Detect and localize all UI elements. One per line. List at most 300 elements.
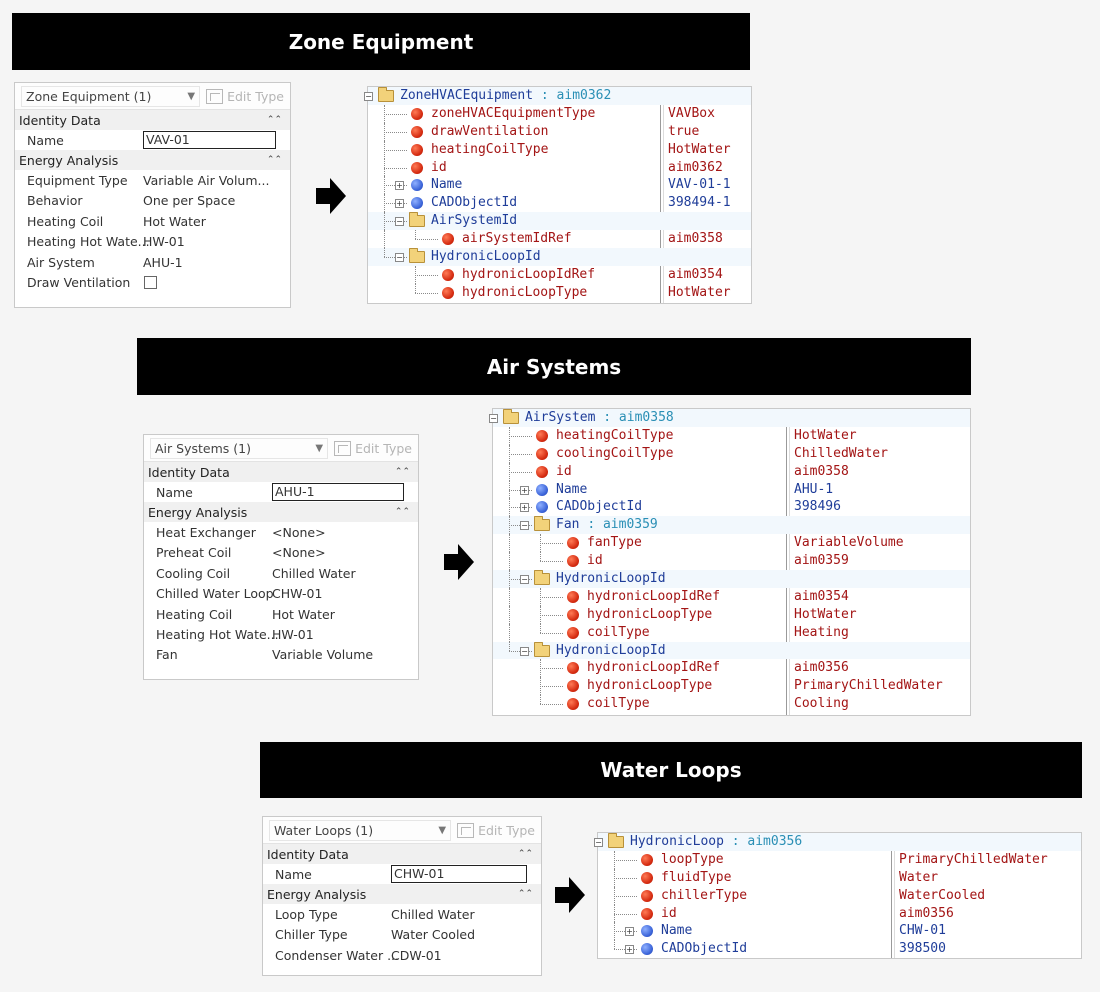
banner-air-systems: Air Systems (137, 338, 971, 395)
tree-guide (540, 561, 563, 562)
tree-row[interactable] (493, 677, 970, 695)
type-selector[interactable] (269, 820, 451, 841)
tree-row[interactable] (598, 922, 1081, 940)
edit-type-label: Edit Type (227, 88, 284, 104)
tree-row[interactable] (493, 463, 970, 481)
property-label: Name (156, 484, 193, 500)
property-value[interactable]: Hot Water (272, 606, 335, 622)
draw-ventilation-checkbox[interactable] (144, 276, 157, 289)
property-row[interactable] (263, 904, 541, 924)
tree-node-name[interactable] (587, 678, 712, 693)
name-input[interactable]: CHW-01 (391, 865, 527, 883)
properties-header (144, 435, 418, 462)
tree-node-value[interactable]: aim0362 (668, 159, 723, 175)
name-input[interactable]: VAV-01 (143, 131, 276, 149)
tree-row[interactable] (365, 87, 751, 105)
tree-row[interactable] (598, 905, 1081, 923)
folder-icon (534, 573, 550, 585)
attribute-icon (411, 162, 423, 174)
tree-row[interactable] (493, 695, 970, 713)
tree-guide (540, 624, 541, 633)
property-row[interactable] (263, 925, 541, 945)
tree-row[interactable] (598, 851, 1081, 869)
node-name-text: ZoneHVACEquipment (400, 88, 534, 103)
tree-row[interactable] (368, 141, 751, 159)
tree-node-name[interactable] (587, 607, 712, 622)
collapse-icon[interactable]: − (490, 414, 497, 423)
tree-guide (509, 454, 532, 455)
category-identity-data[interactable] (15, 110, 290, 130)
folder-icon (534, 645, 550, 657)
tree-node-value[interactable]: 398496 (794, 499, 841, 515)
property-value[interactable]: <None> (272, 525, 326, 541)
tree-node-value[interactable]: aim0356 (899, 905, 954, 921)
attribute-icon (641, 854, 653, 866)
tree-node-name[interactable] (556, 571, 666, 586)
category-label: Energy Analysis (148, 504, 248, 520)
attribute-icon (567, 680, 579, 692)
node-name-text: coilType (587, 624, 650, 640)
category-label: Identity Data (19, 112, 101, 128)
edit-type-button[interactable] (457, 823, 535, 838)
tree-node-name[interactable] (462, 267, 595, 282)
tree-guide (540, 695, 541, 704)
collapse-icon[interactable]: − (396, 253, 403, 263)
tree-row[interactable] (493, 498, 970, 516)
tree-node-name[interactable] (661, 888, 747, 903)
tree-guide (415, 284, 416, 293)
property-label: Condenser Water ... (275, 947, 400, 963)
tree-row[interactable] (368, 284, 751, 302)
properties-panel-air-systems (143, 434, 419, 680)
tree-guide (509, 606, 510, 624)
property-label: Heating Coil (27, 213, 104, 229)
type-selector[interactable] (150, 438, 328, 459)
tree-node-name[interactable] (431, 177, 462, 192)
property-row[interactable] (144, 522, 418, 542)
category-energy-analysis[interactable] (15, 150, 290, 170)
tree-node-name[interactable] (661, 870, 731, 885)
tree-node-name[interactable] (661, 852, 724, 867)
tree-node-name[interactable] (556, 428, 673, 443)
tree-node-value[interactable]: Cooling (794, 696, 849, 712)
collapse-icon[interactable]: − (365, 92, 372, 101)
attribute-icon (411, 108, 423, 120)
type-selector-label: Water Loops (1) (274, 822, 374, 838)
property-row-name (144, 482, 418, 502)
property-label: Fan (156, 647, 178, 663)
collapse-icon[interactable]: − (521, 521, 528, 531)
folder-icon (378, 90, 394, 102)
tree-node-name[interactable] (587, 696, 650, 711)
banner-zone-equipment: Zone Equipment (12, 13, 750, 70)
element-icon (641, 943, 653, 955)
tree-row[interactable] (368, 159, 751, 177)
category-label: Identity Data (267, 846, 349, 862)
property-row-name (263, 864, 541, 884)
tree-row[interactable] (598, 869, 1081, 887)
arrow-right-icon (555, 877, 585, 913)
tree-node-name[interactable] (431, 124, 548, 139)
tree-row[interactable] (493, 659, 970, 677)
node-name-text: AirSystemId (431, 213, 518, 229)
attribute-icon (567, 555, 579, 567)
tree-node-value[interactable]: AHU-1 (794, 481, 834, 497)
xml-tree-air-systems (492, 408, 971, 716)
node-name-text: hydronicLoopType (587, 606, 713, 622)
collapse-icon[interactable]: − (396, 217, 403, 227)
tree-guide (614, 940, 615, 949)
tree-node-value[interactable]: PrimaryChilledWater (899, 851, 1048, 867)
tree-node-name[interactable] (400, 88, 611, 103)
tree-row[interactable] (493, 624, 970, 642)
tree-node-value[interactable]: aim0356 (794, 660, 849, 676)
node-name-text: hydronicLoopIdRef (587, 588, 721, 604)
tree-row[interactable] (493, 516, 970, 534)
collapse-icon[interactable]: ⌃⌃ (266, 115, 282, 125)
folder-icon (503, 412, 519, 424)
tree-node-name[interactable] (587, 625, 650, 640)
tree-node-value[interactable]: Water (899, 869, 939, 885)
edit-type-label: Edit Type (478, 822, 535, 838)
expand-icon[interactable]: + (396, 181, 403, 191)
properties-header (15, 83, 290, 110)
category-energy-analysis[interactable] (144, 502, 418, 522)
chevron-down-icon: ▼ (187, 90, 196, 102)
tree-row[interactable] (493, 427, 970, 445)
property-row (15, 272, 290, 292)
attribute-icon (442, 233, 454, 245)
tree-node-name[interactable] (587, 535, 642, 550)
expand-icon[interactable]: + (521, 503, 528, 513)
expand-icon[interactable]: + (626, 927, 633, 937)
category-identity-data[interactable] (263, 844, 541, 864)
node-name-text: HydronicLoopId (431, 249, 541, 265)
tree-guide (384, 132, 407, 133)
tree-row[interactable] (493, 570, 970, 588)
property-label: Heating Hot Wate... (156, 627, 279, 643)
expand-icon[interactable]: + (626, 945, 633, 955)
tree-node-value[interactable]: aim0359 (794, 553, 849, 569)
node-name-text: zoneHVACEquipmentType (431, 105, 596, 121)
property-value[interactable]: HW-01 (272, 627, 314, 643)
attribute-icon (536, 466, 548, 478)
node-id-tag: : aim0359 (587, 517, 658, 533)
tree-guide (540, 597, 563, 598)
node-name-text: heatingCoilType (431, 141, 549, 157)
property-value[interactable]: Variable Volume (272, 647, 374, 663)
collapse-icon[interactable]: ⌃⌃ (266, 155, 282, 166)
tree-guide (614, 896, 637, 897)
tree-guide (509, 552, 510, 570)
node-name-text: drawVentilation (431, 123, 549, 139)
tree-node-value[interactable]: PrimaryChilledWater (794, 678, 943, 694)
property-value[interactable]: <None> (272, 545, 326, 561)
tree-row[interactable] (493, 552, 970, 570)
tree-guide (614, 878, 637, 879)
tree-node-value[interactable]: HotWater (668, 141, 731, 157)
edit-type-button[interactable] (334, 441, 412, 456)
tree-guide (509, 642, 510, 651)
properties-panel-zone-equipment (14, 82, 291, 308)
collapse-icon[interactable]: ⌃⌃ (517, 849, 533, 859)
node-name-text: coolingCoilType (556, 445, 674, 461)
attribute-icon (641, 908, 653, 920)
node-name-text: airSystemIdRef (462, 231, 572, 247)
tree-node-value[interactable]: 398494-1 (668, 195, 731, 211)
property-row[interactable] (144, 645, 418, 665)
edit-type-icon (334, 441, 351, 456)
tree-node-name[interactable] (630, 834, 802, 849)
node-name-text: id (661, 905, 677, 921)
tree-node-value[interactable]: aim0354 (794, 588, 849, 604)
tree-row[interactable] (493, 534, 970, 552)
expand-icon[interactable]: + (396, 199, 403, 209)
tree-node-name[interactable] (431, 106, 595, 121)
tree-node-name[interactable] (431, 160, 447, 175)
edit-type-label: Edit Type (355, 440, 412, 456)
tree-guide (384, 114, 407, 115)
property-label: Draw Ventilation (27, 275, 131, 291)
banner-water-loops: Water Loops (260, 742, 1082, 798)
property-label: Chilled Water Loop (156, 586, 274, 602)
collapse-icon[interactable]: − (595, 838, 602, 847)
category-label: Energy Analysis (267, 886, 367, 902)
element-icon (641, 925, 653, 937)
property-row[interactable] (15, 170, 290, 190)
tree-guide (509, 436, 532, 437)
node-name-text: HydronicLoopId (556, 642, 666, 658)
property-label: Name (275, 866, 312, 882)
tree-node-value[interactable]: HotWater (668, 284, 731, 300)
tree-guide (540, 543, 563, 544)
property-row[interactable] (144, 624, 418, 644)
tree-node-value[interactable]: true (668, 123, 700, 139)
property-row[interactable] (263, 945, 541, 965)
tree-node-name[interactable] (431, 249, 541, 264)
edit-type-button[interactable] (206, 89, 284, 104)
property-row[interactable] (15, 191, 290, 211)
tree-guide (540, 704, 563, 705)
tree-row[interactable] (368, 266, 751, 284)
tree-node-name[interactable] (661, 906, 677, 921)
tree-guide (540, 668, 563, 669)
attribute-icon (411, 126, 423, 138)
tree-node-name[interactable] (431, 142, 548, 157)
tree-row[interactable] (368, 248, 751, 266)
property-value[interactable]: CHW-01 (272, 586, 323, 602)
node-name-text: fluidType (661, 869, 732, 885)
tree-row[interactable] (493, 606, 970, 624)
tree-node-name[interactable] (462, 285, 587, 300)
tree-node-value[interactable]: WaterCooled (899, 887, 986, 903)
type-selector[interactable] (21, 86, 200, 107)
tree-node-name[interactable] (587, 589, 720, 604)
tree-guide (384, 230, 385, 248)
tree-guide (384, 150, 407, 151)
node-name-text: hydronicLoopType (462, 284, 588, 300)
tree-row[interactable] (368, 105, 751, 123)
edit-type-icon (457, 823, 474, 838)
tree-node-name[interactable] (587, 660, 720, 675)
collapse-icon[interactable]: − (521, 646, 528, 656)
tree-guide (540, 615, 563, 616)
folder-icon (409, 215, 425, 227)
tree-node-value[interactable]: CHW-01 (899, 923, 946, 939)
tree-row[interactable] (598, 940, 1081, 958)
property-value[interactable]: One per Space (143, 193, 236, 209)
expand-icon[interactable]: + (521, 485, 528, 495)
collapse-icon[interactable]: ⌃⌃ (394, 507, 410, 518)
tree-node-name[interactable] (525, 410, 674, 425)
tree-guide (509, 534, 510, 552)
property-label: Air System (27, 254, 95, 270)
tree-node-value[interactable]: VAVBox (668, 105, 715, 121)
property-value[interactable]: AHU-1 (143, 254, 183, 270)
collapse-icon[interactable]: ⌃⌃ (394, 467, 410, 477)
attribute-icon (411, 144, 423, 156)
tree-guide (509, 624, 510, 642)
property-value[interactable]: Chilled Water (272, 565, 356, 581)
folder-icon (534, 519, 550, 531)
attribute-icon (567, 609, 579, 621)
property-label: Heat Exchanger (156, 525, 256, 541)
tree-row[interactable] (493, 588, 970, 606)
property-row[interactable] (144, 543, 418, 563)
tree-node-name[interactable] (661, 923, 692, 938)
node-name-text: CADObjectId (556, 499, 643, 515)
attribute-icon (536, 430, 548, 442)
tree-guide (384, 248, 385, 257)
tree-guide (509, 472, 532, 473)
node-name-text: Fan (556, 517, 580, 533)
collapse-icon[interactable]: ⌃⌃ (517, 889, 533, 900)
tree-node-name[interactable] (431, 195, 517, 210)
node-name-text: CADObjectId (431, 195, 518, 211)
attribute-icon (641, 890, 653, 902)
tree-guide (509, 588, 510, 606)
property-label: Preheat Coil (156, 545, 232, 561)
node-id-tag: : aim0358 (603, 410, 674, 425)
tree-guide (614, 860, 637, 861)
tree-row[interactable] (598, 887, 1081, 905)
attribute-icon (567, 537, 579, 549)
tree-node-name[interactable] (661, 941, 747, 956)
tree-row[interactable] (368, 176, 751, 194)
tree-row[interactable] (368, 194, 751, 212)
tree-node-name[interactable] (431, 213, 517, 228)
tree-node-name[interactable] (556, 499, 642, 514)
property-value[interactable]: CDW-01 (391, 947, 442, 963)
attribute-icon (442, 287, 454, 299)
tree-node-name[interactable] (556, 643, 666, 658)
property-value[interactable]: Hot Water (143, 213, 206, 229)
tree-node-value[interactable]: VariableVolume (794, 535, 904, 551)
node-name-text: HydronicLoop (630, 834, 724, 849)
property-label: Heating Coil (156, 606, 233, 622)
name-input[interactable]: AHU-1 (272, 483, 404, 501)
tree-node-name[interactable] (587, 553, 603, 568)
type-selector-label: Air Systems (1) (155, 440, 251, 456)
node-name-text: loopType (661, 851, 724, 867)
property-row[interactable] (15, 232, 290, 252)
tree-row[interactable] (368, 212, 751, 230)
property-row[interactable] (15, 252, 290, 272)
property-label: Heating Hot Wate... (27, 234, 150, 250)
arrow-right-icon (316, 178, 346, 214)
edit-type-icon (206, 89, 223, 104)
tree-node-name[interactable] (556, 482, 587, 497)
tree-node-value[interactable]: aim0354 (668, 266, 723, 282)
attribute-icon (567, 627, 579, 639)
tree-row[interactable] (368, 230, 751, 248)
category-identity-data[interactable] (144, 462, 418, 482)
node-name-text: Name (431, 177, 463, 193)
tree-node-value[interactable]: HotWater (794, 427, 857, 443)
folder-icon (409, 251, 425, 263)
tree-node-value[interactable]: HotWater (794, 606, 857, 622)
tree-guide (614, 914, 637, 915)
tree-guide (540, 633, 563, 634)
tree-node-value[interactable]: aim0358 (668, 231, 723, 247)
attribute-icon (442, 269, 454, 281)
property-value[interactable]: Water Cooled (391, 927, 476, 943)
type-selector-label: Zone Equipment (1) (26, 88, 152, 104)
tree-guide (415, 230, 416, 239)
attribute-icon (536, 448, 548, 460)
property-row[interactable] (144, 563, 418, 583)
tree-node-name[interactable] (556, 517, 658, 532)
category-energy-analysis[interactable] (263, 884, 541, 904)
category-label: Identity Data (148, 464, 230, 480)
property-value[interactable]: Variable Air Volum... (143, 173, 270, 189)
tree-row[interactable] (595, 833, 1081, 851)
tree-row[interactable] (368, 123, 751, 141)
tree-row[interactable] (493, 642, 970, 660)
node-name-text: chillerType (661, 887, 748, 903)
tree-node-value[interactable]: aim0358 (794, 463, 849, 479)
collapse-icon[interactable]: − (521, 575, 528, 585)
property-label: Equipment Type (27, 173, 128, 189)
tree-node-value[interactable]: Heating (794, 624, 849, 640)
element-icon (411, 197, 423, 209)
property-row[interactable] (15, 211, 290, 231)
node-name-text: HydronicLoopId (556, 571, 666, 587)
tree-node-value[interactable]: 398500 (899, 941, 946, 957)
tree-node-name[interactable] (556, 446, 673, 461)
tree-row[interactable] (493, 481, 970, 499)
property-label: Behavior (27, 193, 83, 209)
property-value[interactable]: HW-01 (143, 234, 185, 250)
tree-node-name[interactable] (556, 464, 572, 479)
node-name-text: coilType (587, 696, 650, 712)
tree-guide (415, 275, 438, 276)
tree-row[interactable] (490, 409, 970, 427)
tree-node-name[interactable] (462, 231, 572, 246)
tree-node-value[interactable]: VAV-01-1 (668, 177, 731, 193)
tree-guide (540, 552, 541, 561)
attribute-icon (567, 698, 579, 710)
node-name-text: fanType (587, 535, 642, 551)
tree-row[interactable] (493, 445, 970, 463)
property-row[interactable] (144, 604, 418, 624)
property-row[interactable] (144, 584, 418, 604)
property-value[interactable]: Chilled Water (391, 907, 475, 923)
tree-node-value[interactable]: ChilledWater (794, 445, 888, 461)
property-label: Chiller Type (275, 927, 348, 943)
tree-guide (384, 168, 407, 169)
node-name-text: hydronicLoopType (587, 678, 713, 694)
